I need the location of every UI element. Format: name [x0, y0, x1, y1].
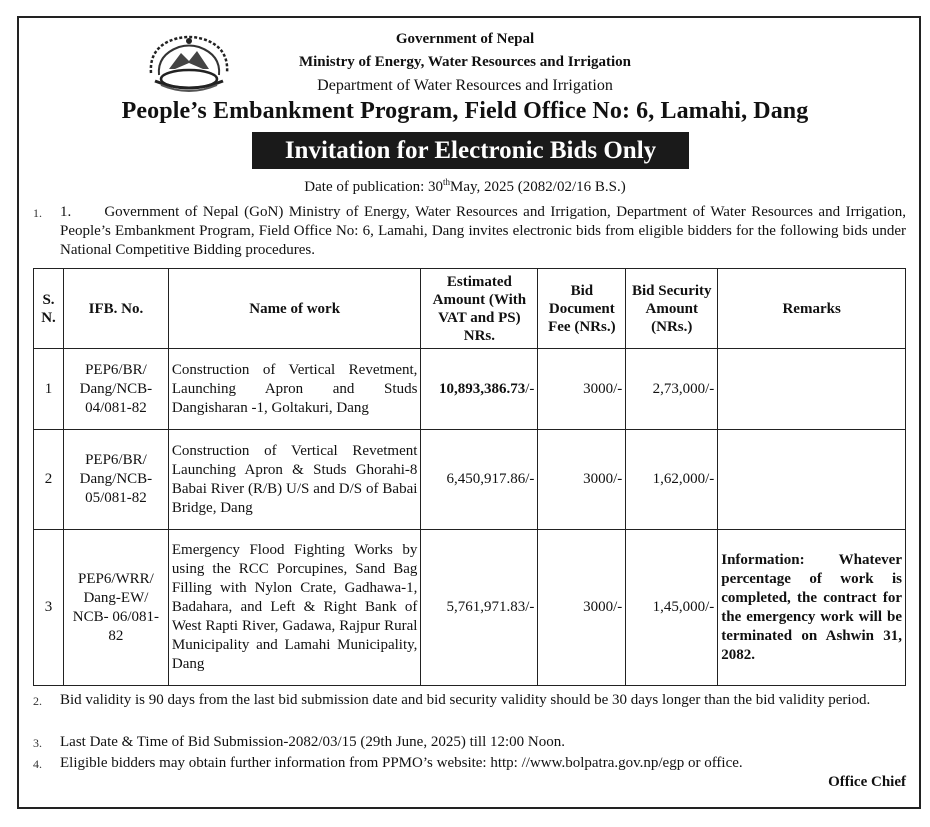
cell-amount	[421, 430, 538, 530]
note-further-info: Eligible bidders may obtain further information from PPMO’s website: http: //www.bolpatra.gov.np/egp or office.	[60, 755, 743, 771]
table-row	[34, 349, 906, 430]
table-header-row	[34, 269, 906, 349]
header-ifb: IFB. No.	[63, 269, 168, 349]
publication-suffix: May, 2025 (2082/02/16 B.S.)	[450, 179, 626, 195]
header-fee: Bid Document Fee (NRs.)	[538, 269, 626, 349]
header-sn: S. N.	[34, 269, 64, 349]
intro-marker: 1.	[33, 206, 42, 220]
cell-security: 1,62,000/-	[626, 430, 718, 530]
cell-security: 2,73,000/-	[626, 349, 718, 430]
note-marker: 4.	[33, 757, 42, 771]
header-ministry: Ministry of Energy, Water Resources and Irrigation	[298, 54, 632, 70]
cell-sn: 1	[34, 349, 64, 430]
cell-name: Construction of Vertical Revetment, Launching Apron and Studs Dangisharan -1, Goltakuri, Dang	[168, 349, 421, 430]
cell-fee: 3000/-	[538, 430, 626, 530]
note-marker: 2.	[33, 694, 42, 708]
notice-title-banner: Invitation for Electronic Bids Only	[252, 132, 689, 169]
header-amount: Estimated Amount (With VAT and PS) NRs.	[421, 269, 538, 349]
amount-tail: 6,450,917.86/-	[446, 471, 535, 487]
cell-amount	[421, 530, 538, 686]
bids-table	[33, 268, 906, 686]
amount-tail: /-	[525, 380, 535, 397]
header-name: Name of work	[168, 269, 421, 349]
publication-date	[0, 177, 930, 196]
cell-fee: 3000/-	[538, 530, 626, 686]
cell-ifb: PEP6/BR/ Dang/NCB- 04/081-82	[63, 349, 168, 430]
cell-name: Emergency Flood Fighting Works by using the RCC Porcupines, Sand Bag Filling with Nylon Crate, Gadhawa-1, Badahara, and Left & Right Bank of West Rapti River, Gadawa, Rajpur Rural Municipality and Lamahi Municipality, Dang	[168, 530, 421, 686]
cell-remarks	[718, 430, 906, 530]
header-office: People’s Embankment Program, Field Office No: 6, Lamahi, Dang	[121, 98, 809, 124]
header-security: Bid Security Amount (NRs.)	[626, 269, 718, 349]
cell-sn: 3	[34, 530, 64, 686]
intro-paragraph: 1. Government of Nepal (GoN) Ministry of Energy, Water Resources and Irrigation, Department of Water Resources and Irrigation, People’s Embankment Program, Field Office No: 6, Lamahi, Dang invites electronic bids from eligible bidders for the following bids under National Competitive Bidding procedures.	[60, 204, 910, 258]
publication-sup: th	[443, 177, 451, 187]
cell-ifb: PEP6/WRR/ Dang-EW/ NCB- 06/081-82	[63, 530, 168, 686]
amount-bold: 10,893,386.73	[438, 380, 526, 397]
table-row	[34, 430, 906, 530]
note-marker: 3.	[33, 736, 42, 750]
note-bid-validity: Bid validity is 90 days from the last bid submission date and bid security validity should be 30 days longer than the bid validity period.	[60, 692, 871, 708]
amount-tail: 5,761,971.83/-	[446, 599, 535, 615]
header-remarks: Remarks	[718, 269, 906, 349]
cell-remarks: Information: Whatever percentage of work is completed, the contract for the emergency work will be terminated on Ashwin 31, 2082.	[718, 530, 906, 686]
office-chief-signature: Office Chief	[828, 774, 906, 790]
cell-fee: 3000/-	[538, 349, 626, 430]
note-submission-deadline: Last Date & Time of Bid Submission-2082/03/15 (29th June, 2025) till 12:00 Noon.	[60, 734, 566, 750]
cell-name: Construction of Vertical Revetment Launching Apron & Studs Ghorahi-8 Babai River (R/B) U/S and D/S of Babai Bridge, Dang	[168, 430, 421, 530]
cell-remarks	[718, 349, 906, 430]
cell-sn: 2	[34, 430, 64, 530]
publication-prefix: Date of publication: 30	[304, 179, 443, 195]
header-department: Department of Water Resources and Irrigation	[317, 77, 613, 94]
table-row	[34, 530, 906, 686]
cell-security: 1,45,000/-	[626, 530, 718, 686]
header-government: Government of Nepal	[395, 31, 535, 47]
cell-amount	[421, 349, 538, 430]
cell-ifb: PEP6/BR/ Dang/NCB- 05/081-82	[63, 430, 168, 530]
